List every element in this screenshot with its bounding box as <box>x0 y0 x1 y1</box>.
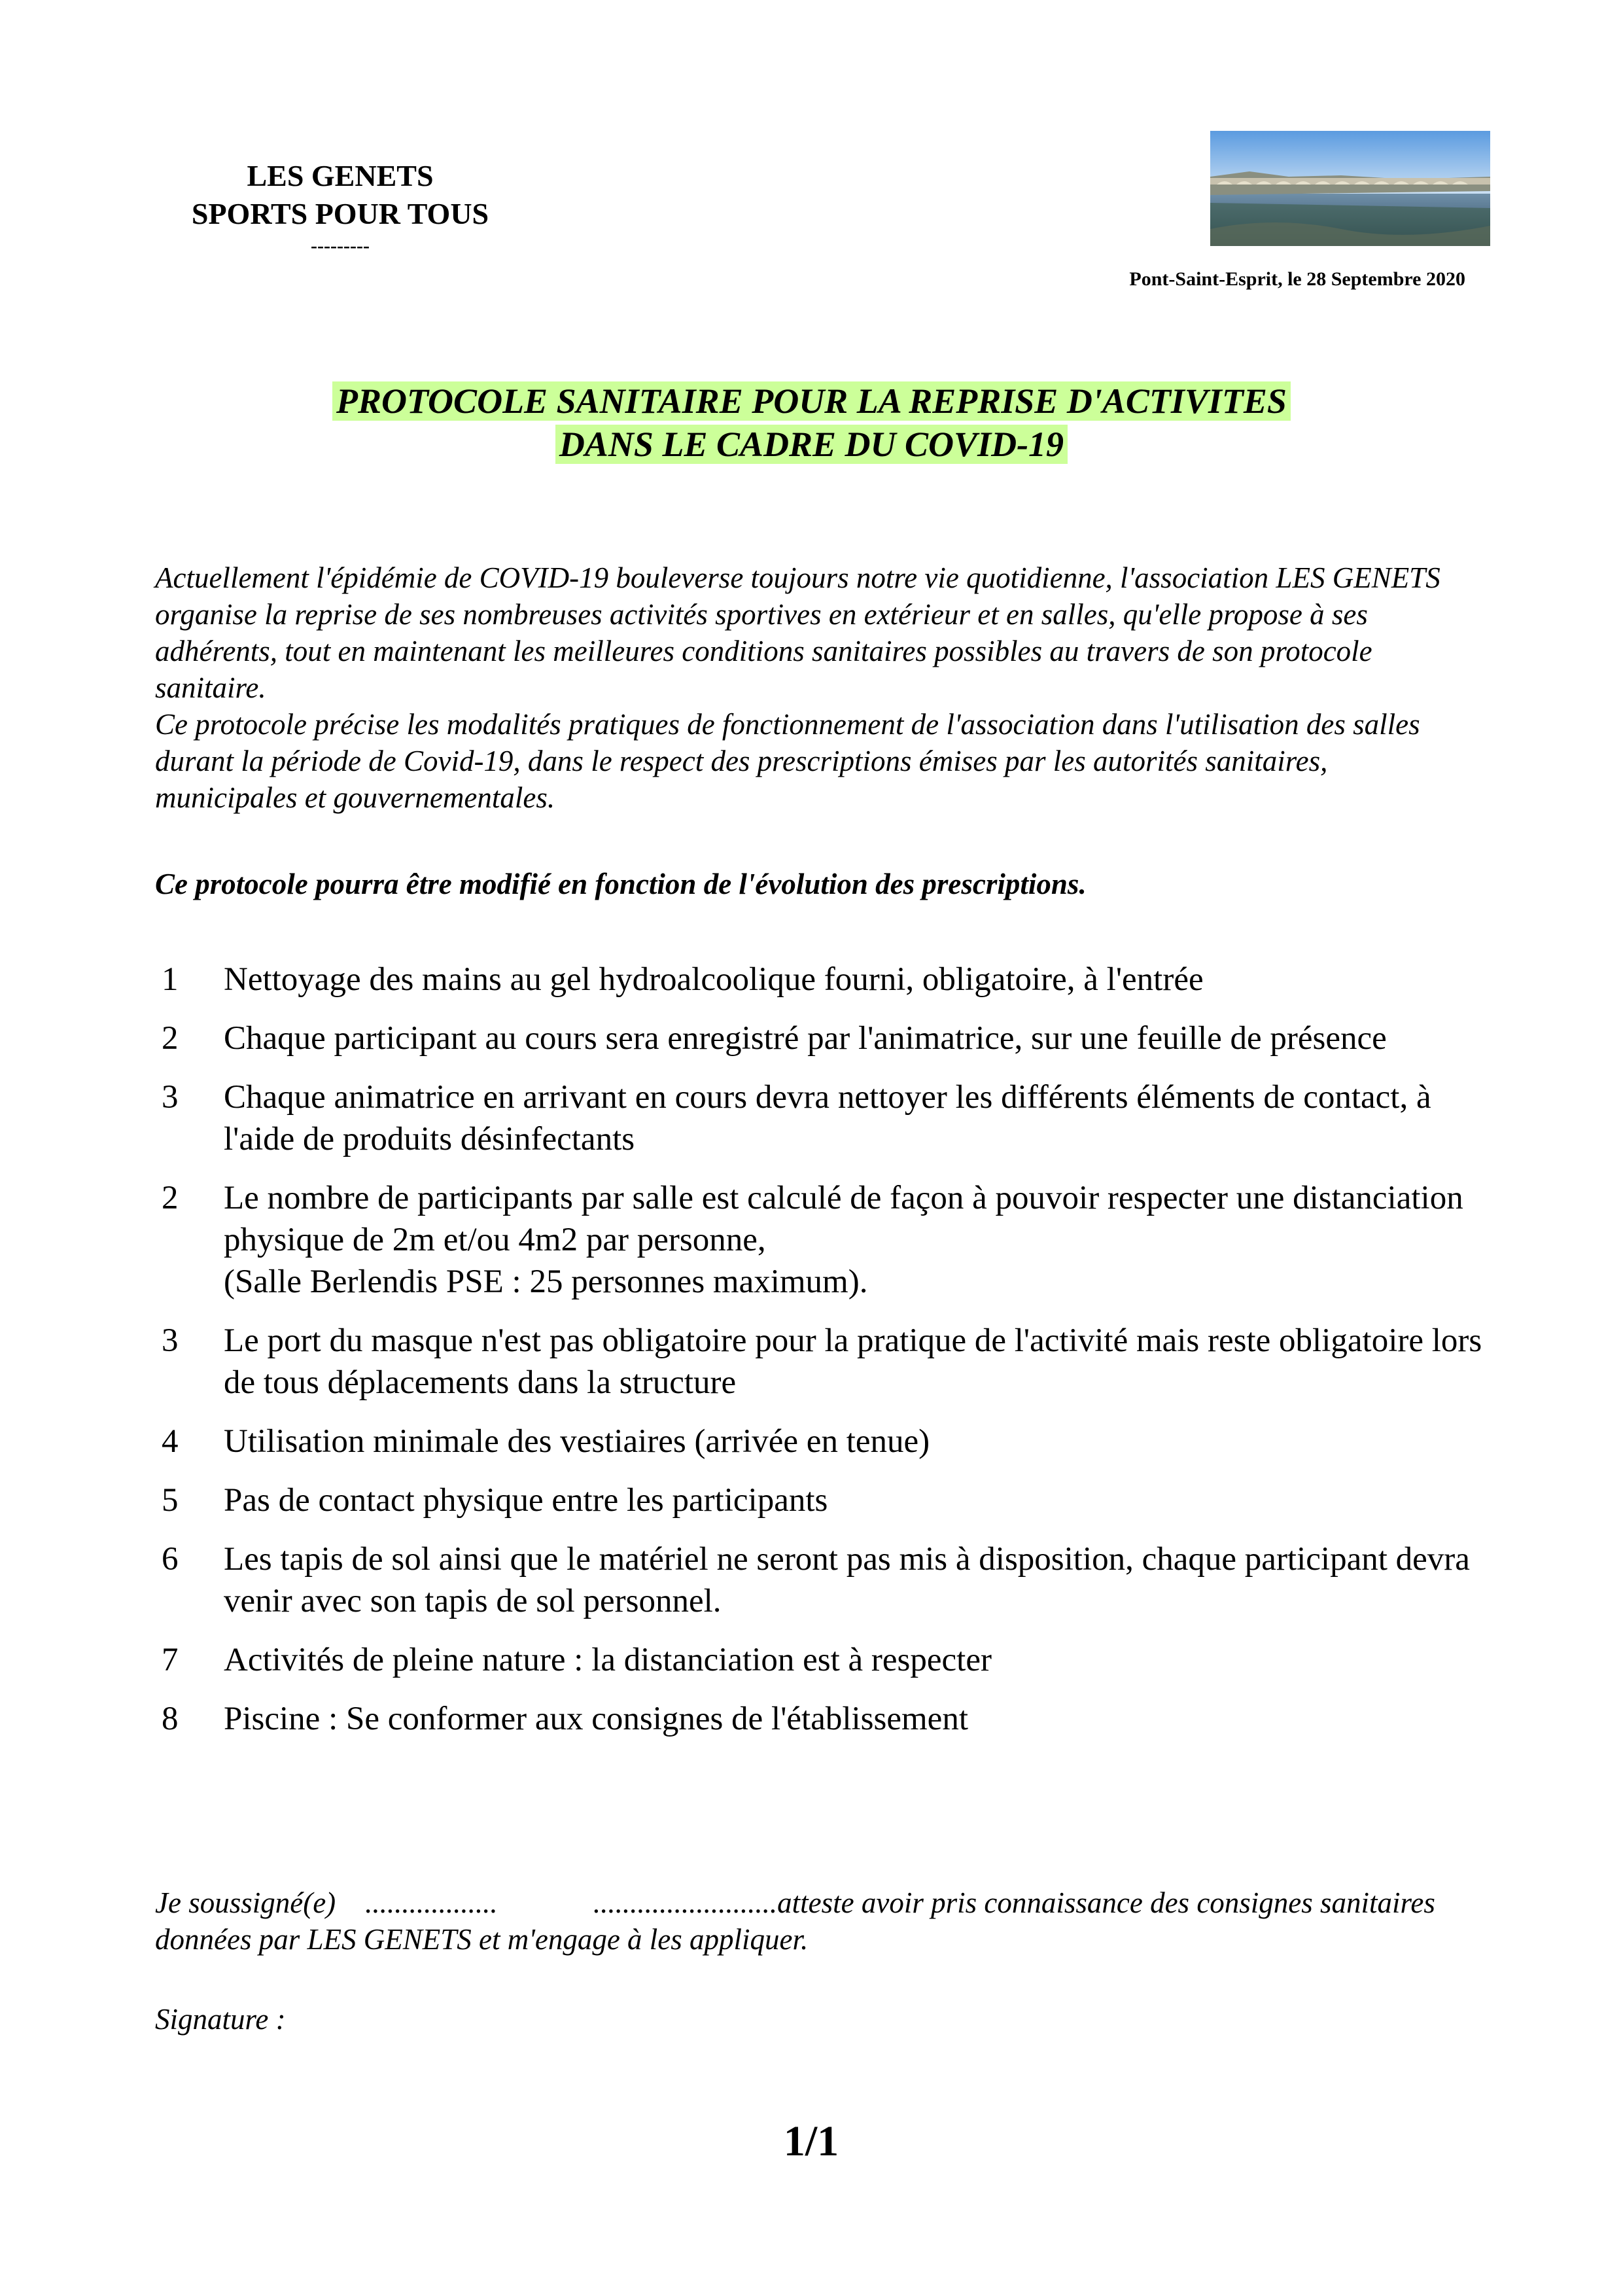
item-text: Les tapis de sol ainsi que le matériel ne seront pas mis à disposition, chaque participant devra venir avec son tapis de sol personnel. <box>224 1541 1470 1619</box>
attestation-statement: Je soussigné(e) .................. .........................atteste avoir pris connaissance des consignes sanitaires données par LES GENETS et m'engage à les appliquer. <box>155 1886 1443 1956</box>
item-text: Pas de contact physique entre les participants <box>224 1482 828 1519</box>
protocol-list <box>155 959 1483 1757</box>
organization-header <box>131 157 550 259</box>
org-separator: --------- <box>311 235 370 256</box>
list-item <box>155 1017 1483 1059</box>
document-title <box>157 380 1466 466</box>
item-text: Piscine : Se conformer aux consignes de l'établissement <box>224 1701 968 1737</box>
introduction <box>155 559 1476 816</box>
list-item <box>155 1076 1483 1160</box>
item-text: Le nombre de participants par salle est calculé de façon à pouvoir respecter une distanciation physique de 2m et/ou 4m2 par personne, (Salle Berlendis PSE : 25 personnes maximum). <box>224 1180 1463 1300</box>
item-number: 2 <box>162 1020 179 1057</box>
item-text: Activités de pleine nature : la distanciation est à respecter <box>224 1642 992 1678</box>
list-item <box>155 1538 1483 1622</box>
item-number: 7 <box>162 1642 179 1678</box>
org-tagline: SPORTS POUR TOUS <box>191 197 489 230</box>
item-text: Le port du masque n'est pas obligatoire pour la pratique de l'activité mais reste obligatoire lors de tous déplacements dans la structure <box>224 1322 1482 1401</box>
modification-notice: Ce protocole pourra être modifié en fonction de l'évolution des prescriptions. <box>155 868 1087 900</box>
list-item <box>155 1698 1483 1740</box>
item-text: Chaque participant au cours sera enregistré par l'animatrice, sur une feuille de présence <box>224 1020 1387 1057</box>
bridge-photo <box>1210 131 1490 246</box>
title-line-1: PROTOCOLE SANITAIRE POUR LA REPRISE D'ACTIVITES <box>332 381 1291 421</box>
list-item <box>155 959 1483 1000</box>
signature-label: Signature : <box>155 2003 286 2036</box>
list-item <box>155 1421 1483 1462</box>
item-number: 1 <box>162 961 179 998</box>
place-and-date: Pont-Saint-Esprit, le 28 Septembre 2020 <box>1129 268 1465 290</box>
org-name: LES GENETS <box>247 159 434 192</box>
title-line-2: DANS LE CADRE DU COVID-19 <box>555 425 1068 464</box>
intro-paragraph-2: Ce protocole précise les modalités pratiques de fonctionnement de l'association dans l'utilisation des salles durant la période de Covid-19, dans le respect des prescriptions émises par les autorités sanitaires, municipales et gouvernementales. <box>155 708 1420 814</box>
item-number: 3 <box>162 1079 179 1116</box>
list-item <box>155 1320 1483 1404</box>
item-text: Chaque animatrice en arrivant en cours devra nettoyer les différents éléments de contact, à l'aide de produits désinfectants <box>224 1079 1431 1157</box>
item-number: 8 <box>162 1701 179 1737</box>
item-number: 6 <box>162 1541 179 1578</box>
item-number: 3 <box>162 1322 179 1359</box>
list-item <box>155 1177 1483 1303</box>
item-text: Utilisation minimale des vestiaires (arrivée en tenue) <box>224 1423 930 1460</box>
list-item <box>155 1639 1483 1681</box>
page-number: 1/1 <box>783 2117 839 2165</box>
item-number: 4 <box>162 1423 179 1460</box>
list-item <box>155 1479 1483 1521</box>
item-number: 2 <box>162 1180 179 1216</box>
item-text: Nettoyage des mains au gel hydroalcoolique fourni, obligatoire, à l'entrée <box>224 961 1204 998</box>
item-number: 5 <box>162 1482 179 1519</box>
intro-paragraph-1: Actuellement l'épidémie de COVID-19 bouleverse toujours notre vie quotidienne, l'association LES GENETS organise la reprise de ses nombreuses activités sportives en extérieur et en salles, qu'elle propose à ses adhérents, tout en maintenant les meilleures conditions sanitaires possibles au travers de son protocole sanitaire. <box>155 561 1440 704</box>
